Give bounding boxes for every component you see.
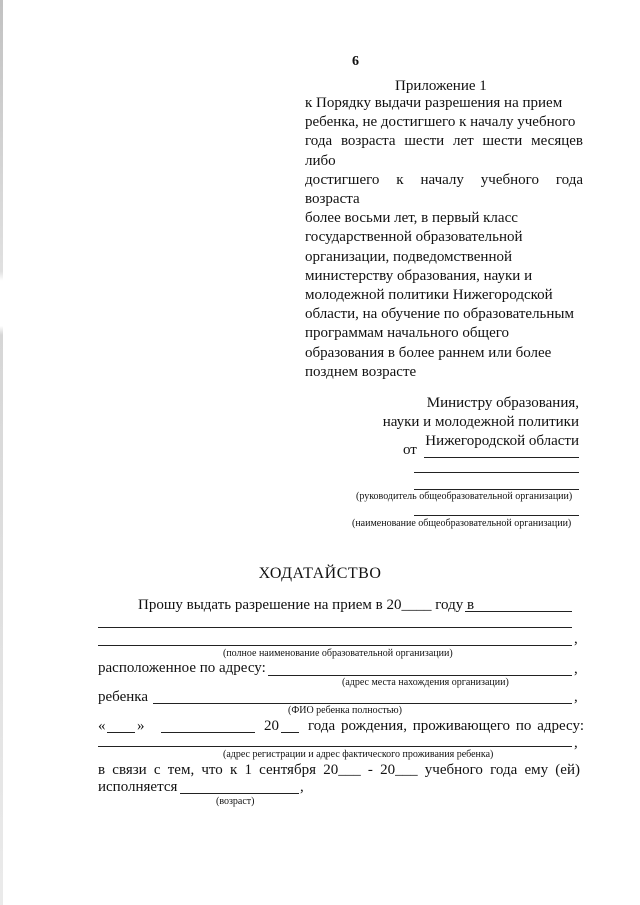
close-quote: » [137, 718, 145, 734]
comma: , [300, 779, 304, 795]
from-field[interactable] [424, 457, 579, 458]
address-field[interactable] [98, 746, 572, 747]
annex-line: достигшего к началу учебного года возраста [305, 171, 583, 208]
annex-line: к Порядку выдачи разрешения на прием [305, 95, 563, 111]
child-name-field[interactable] [153, 703, 572, 704]
from-field-line2[interactable] [414, 472, 579, 473]
scan-edge [0, 0, 3, 905]
annex-line: молодежной политики Нижегородской [305, 287, 553, 304]
org-field[interactable] [414, 515, 579, 516]
petition-heading: ХОДАТАЙСТВО [258, 565, 382, 582]
age-field[interactable] [180, 793, 299, 794]
from-label: от [403, 442, 417, 458]
annex-title: Приложение 1 [395, 78, 487, 94]
year-prefix: 20 [264, 718, 279, 734]
due-text: в связи с тем, что к 1 сентября 20___ - 20___ учебного года ему (ей) [98, 762, 580, 778]
caption-head: (руководитель общеобразовательной организации) [356, 491, 573, 502]
child-label: ребенка [98, 689, 148, 705]
annex-line: позднем возрасте [305, 363, 417, 380]
annex-line: организации, подведомственной [305, 248, 512, 265]
annex-line: года возраста шести лет шести месяцев либо [305, 133, 583, 169]
comma: , [574, 631, 578, 647]
annex-line: ребенка, не достигшего к началу учебного [305, 114, 576, 131]
annex-text [305, 94, 583, 382]
birth-month-field[interactable] [161, 732, 255, 733]
caption-org-full: (полное наименование образовательной организации) [223, 648, 453, 659]
annex-line: государственной образовательной [305, 229, 523, 246]
caption-child: (ФИО ребенка полностью) [288, 705, 402, 716]
comma: , [574, 661, 578, 677]
open-quote: « [98, 718, 106, 734]
birth-day-field[interactable] [107, 732, 135, 733]
addressee-line: Нижегородской области [425, 433, 579, 449]
annex-line: программам начального общего [305, 325, 510, 342]
head-field[interactable] [414, 489, 579, 490]
comma: , [574, 735, 578, 751]
birth-year-field[interactable] [281, 732, 299, 733]
located-label: расположенное по адресу: [98, 660, 266, 676]
caption-location: (адрес места нахождения организации) [342, 677, 509, 688]
annex-line: более восьми лет, в первый класс [305, 210, 518, 227]
age-label: исполняется [98, 779, 178, 795]
annex-line: образования в более раннем или более [305, 344, 552, 361]
location-field[interactable] [268, 675, 572, 676]
addressee-line: Министру образования, [426, 395, 579, 411]
page-number: 6 [352, 54, 359, 69]
annex-line: области, на обучение по образовательным [305, 306, 574, 323]
comma: , [574, 689, 578, 705]
org-name-field[interactable] [465, 611, 572, 612]
request-text: Прошу выдать разрешение на прием в 20____ году в [138, 597, 475, 613]
birth-text: года рождения, проживающего по адресу: [308, 718, 584, 734]
caption-age: (возраст) [216, 796, 255, 807]
org-name-field-line3[interactable] [98, 645, 572, 646]
annex-line: министерству образования, науки и [305, 267, 533, 284]
caption-org: (наименование общеобразовательной организации) [352, 518, 572, 529]
org-name-field-line2[interactable] [98, 627, 572, 628]
caption-address: (адрес регистрации и адрес фактического проживания ребенка) [223, 749, 494, 760]
addressee-line: науки и молодежной политики [382, 414, 579, 430]
